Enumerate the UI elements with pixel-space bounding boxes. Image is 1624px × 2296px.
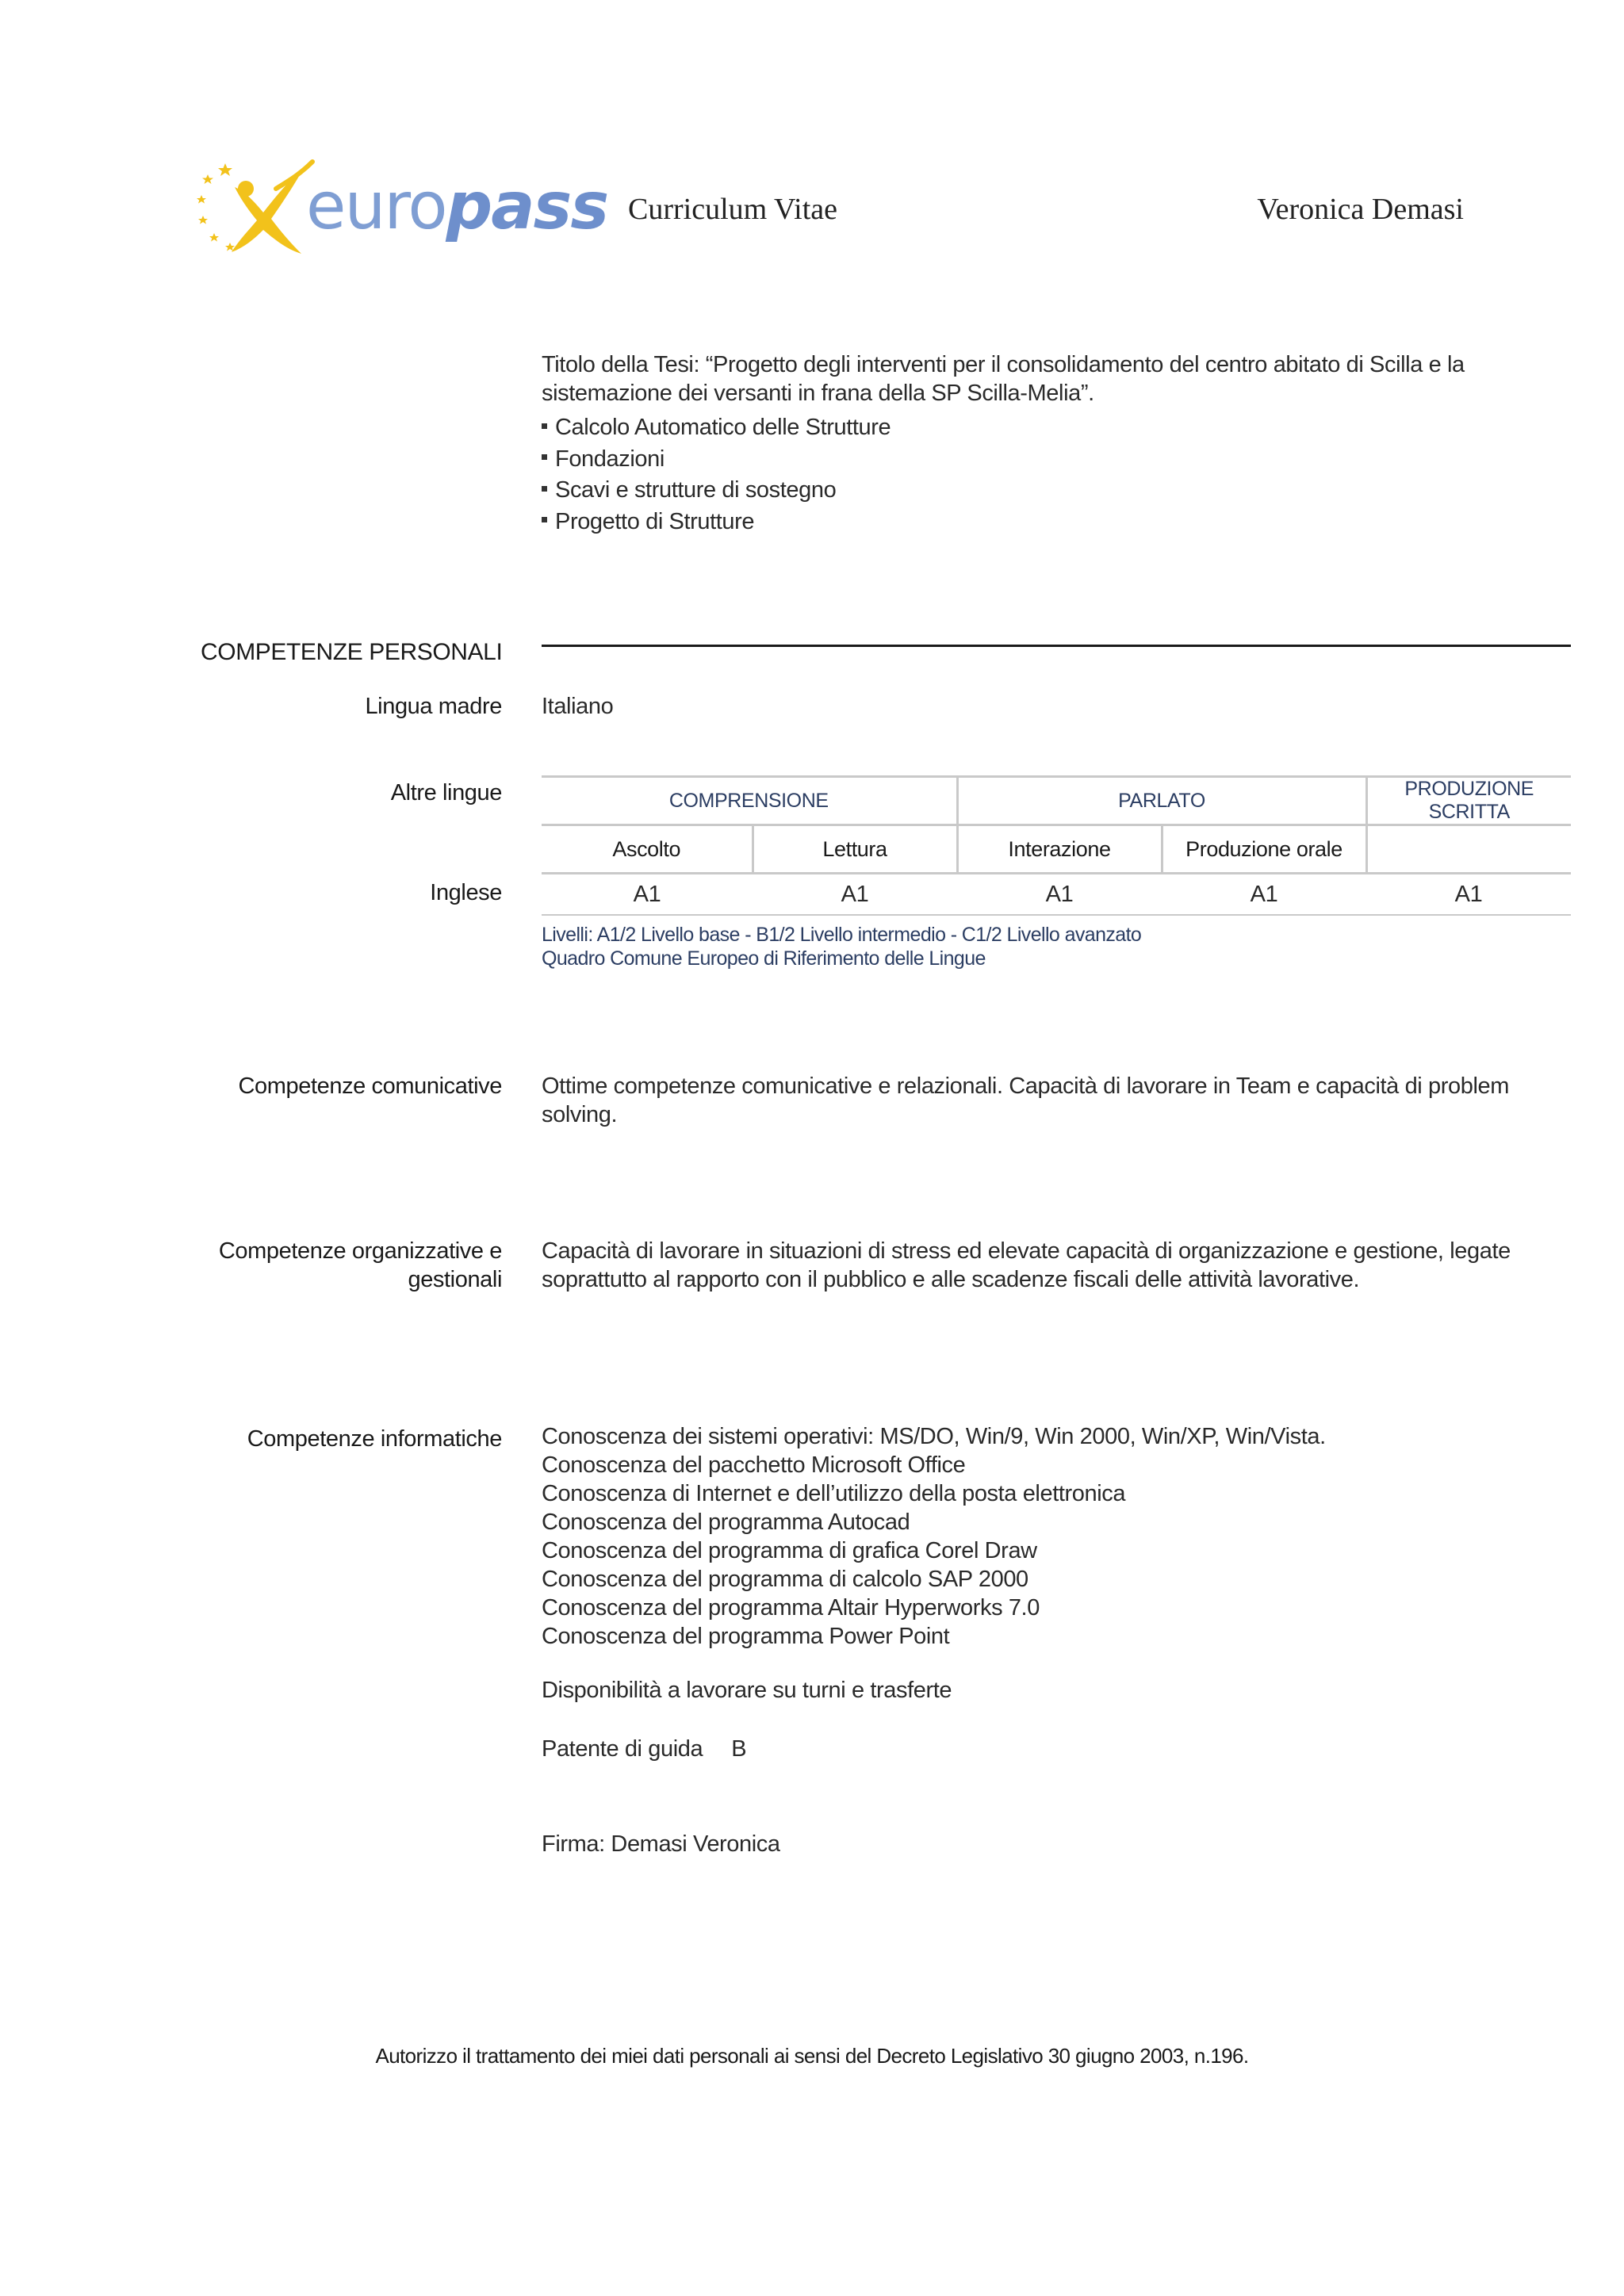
table-cell-level: A1 [753, 874, 957, 916]
list-item: Conoscenza di Internet e dell’utilizzo della posta elettronica [542, 1481, 1126, 1506]
list-item: Progetto di Strutture [542, 507, 891, 538]
mother-tongue-value: Italiano [542, 694, 614, 719]
list-item: Conoscenza del programma di calcolo SAP 2000 [542, 1567, 1028, 1592]
table-subheader-listening: Ascolto [542, 825, 753, 874]
organizational-skills-text: Capacità di lavorare in situazioni di stress ed elevate capacità di organizzazione e gestione, legate soprattutto al rapporto con il pubblico e alle scadenze fiscali delle attività lavorative. [542, 1238, 1511, 1292]
list-item: Conoscenza del pacchetto Microsoft Office [542, 1452, 966, 1478]
person-name: Veronica Demasi [1257, 193, 1464, 226]
list-item: Conoscenza dei sistemi operativi: MS/DO, Win/9, Win 2000, Win/XP, Win/Vista. [542, 1424, 1326, 1449]
table-header-writing: PRODUZIONE SCRITTA [1366, 777, 1571, 825]
europass-wordmark [306, 169, 608, 244]
table-cell-level: A1 [542, 874, 753, 916]
mother-tongue-label: Lingua madre [365, 694, 502, 719]
communication-skills-label: Competenze comunicative [238, 1073, 502, 1099]
other-languages-label: Altre lingue [390, 780, 502, 806]
europass-logo [197, 157, 608, 268]
driving-license [542, 1735, 746, 1763]
list-item: Conoscenza del programma Autocad [542, 1510, 910, 1535]
bullet-square-icon [542, 517, 547, 522]
availability-text: Disponibilità a lavorare su turni e trasferte [542, 1678, 952, 1703]
table-subheader-empty [1366, 825, 1571, 874]
logo-text-light: euro [306, 169, 446, 244]
section-divider [542, 645, 1571, 647]
bullet-square-icon [542, 454, 547, 460]
europass-star-figure-icon [197, 157, 316, 268]
section-title-personal-skills: COMPETENZE PERSONALI [201, 639, 503, 665]
levels-legend-line: Quadro Comune Europeo di Riferimento delle Lingue [542, 947, 986, 970]
table-header-speaking: PARLATO [957, 777, 1366, 825]
it-skills-label: Competenze informatiche [247, 1426, 502, 1452]
bullet-square-icon [542, 423, 547, 429]
table-cell-level: A1 [1366, 874, 1571, 916]
list-item: Conoscenza del programma di grafica Corel Draw [542, 1538, 1037, 1563]
levels-legend [542, 923, 1141, 970]
table-row [542, 874, 1571, 916]
signature: Firma: Demasi Veronica [542, 1831, 780, 1857]
organizational-skills-label: Competenze organizzative e gestionali [218, 1238, 502, 1292]
communication-skills-text: Ottime competenze comunicative e relazionali. Capacità di lavorare in Team e capacità di problem solving. [542, 1073, 1509, 1127]
levels-legend-line: Livelli: A1/2 Livello base - B1/2 Livello intermedio - C1/2 Livello avanzato [542, 924, 1142, 946]
language-skills-table [542, 775, 1571, 916]
table-subheader-reading: Lettura [753, 825, 957, 874]
list-item: Conoscenza del programma Altair Hyperworks 7.0 [542, 1595, 1040, 1621]
driving-license-value: B [731, 1736, 747, 1762]
privacy-consent-note: Autorizzo il trattamento dei miei dati personali ai sensi del Decreto Legislativo 30 giugno 2003, n.196. [375, 2044, 1249, 2068]
it-skills-list [542, 1422, 1326, 1651]
logo-text-bold: pass [446, 169, 608, 244]
table-row [542, 777, 1571, 825]
table-subheader-spoken-production: Produzione orale [1162, 825, 1366, 874]
table-subheader-interaction: Interazione [957, 825, 1162, 874]
table-cell-level: A1 [957, 874, 1162, 916]
list-item: Fondazioni [542, 444, 891, 476]
list-item: Conoscenza del programma Power Point [542, 1624, 950, 1649]
language-name: Inglese [430, 880, 502, 905]
bullet-square-icon [542, 486, 547, 492]
table-cell-level: A1 [1162, 874, 1366, 916]
thesis-topic-list [542, 412, 891, 538]
table-header-comprehension: COMPRENSIONE [542, 777, 957, 825]
driving-license-label: Patente di guida [542, 1736, 703, 1762]
document-title: Curriculum Vitae [628, 193, 838, 226]
thesis-title: Titolo della Tesi: “Progetto degli interventi per il consolidamento del centro abitato di Scilla e la sistemazione dei versanti in frana della SP Scilla-Melia”. [542, 352, 1465, 406]
list-item: Scavi e strutture di sostegno [542, 475, 891, 507]
table-row [542, 825, 1571, 874]
list-item: Calcolo Automatico delle Strutture [542, 412, 891, 444]
